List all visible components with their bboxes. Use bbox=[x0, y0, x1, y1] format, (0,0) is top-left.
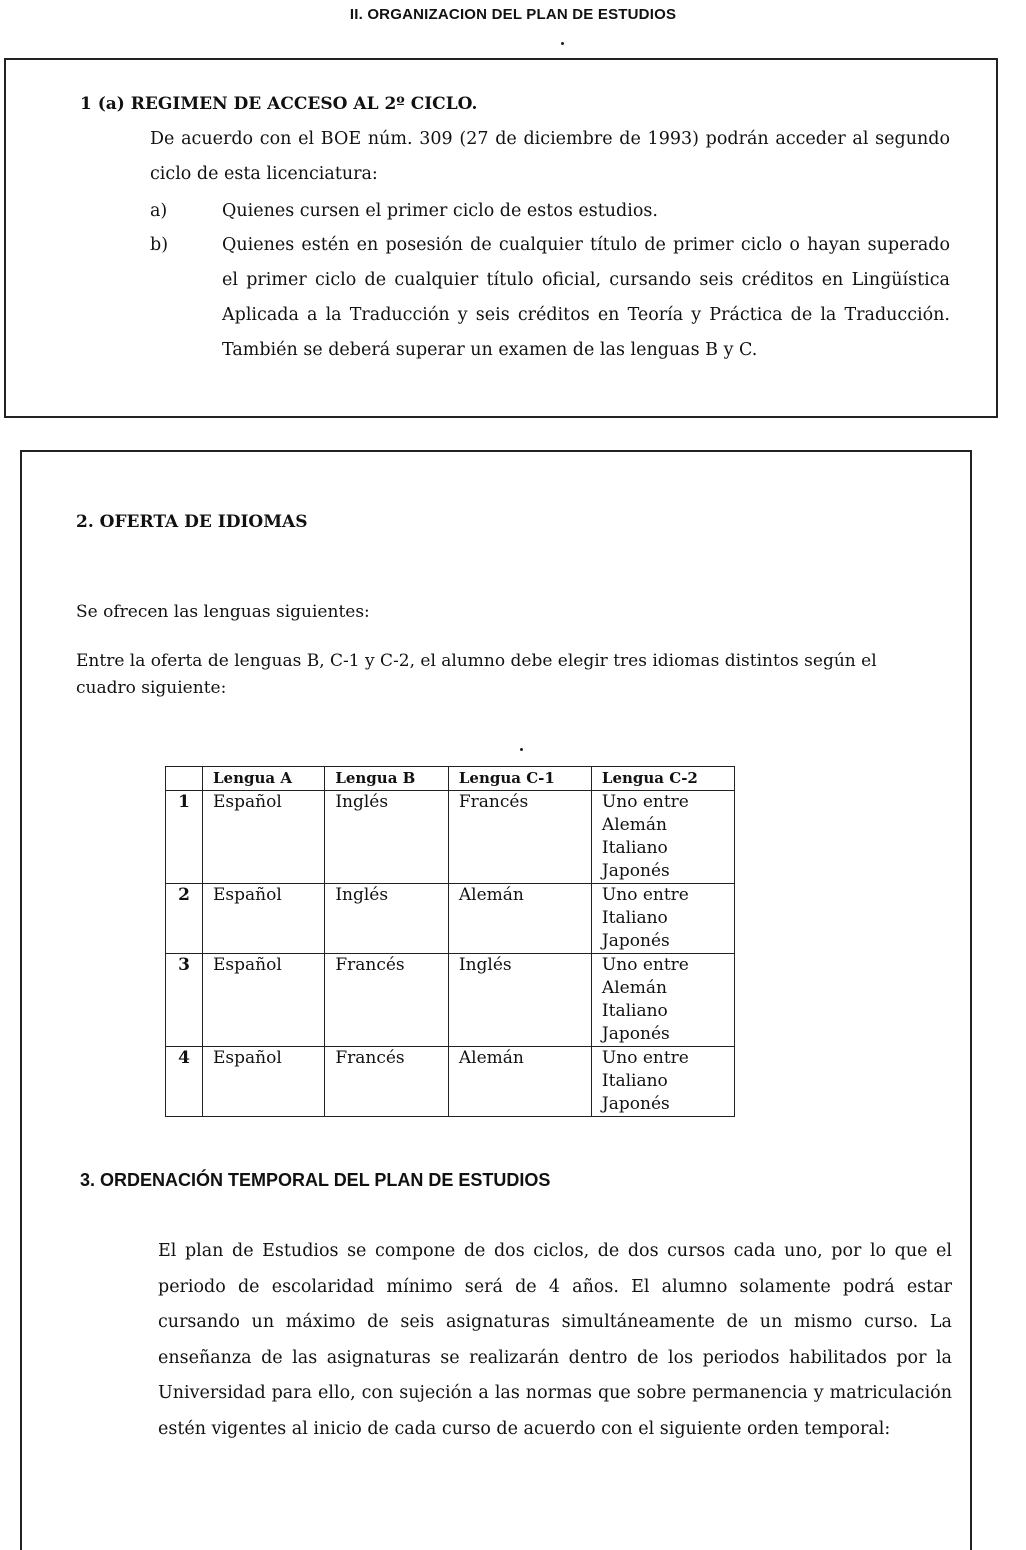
c2-option: Japonés bbox=[601, 931, 670, 951]
row-number: 4 bbox=[166, 1047, 203, 1117]
c2-option: Japonés bbox=[601, 861, 670, 881]
list-marker: b) bbox=[150, 235, 169, 255]
c2-option: Uno entre bbox=[601, 955, 689, 975]
row-number: 1 bbox=[166, 791, 203, 884]
cell-lengua-c1: Alemán bbox=[448, 884, 591, 954]
table-row bbox=[166, 884, 735, 954]
section-schedule-title: 3. ORDENACIÓN TEMPORAL DEL PLAN DE ESTUDIOS bbox=[80, 1170, 551, 1190]
languages-intro: Se ofrecen las lenguas siguientes: bbox=[76, 602, 370, 622]
table-row bbox=[166, 954, 735, 1047]
c2-option: Uno entre bbox=[601, 885, 689, 905]
section-schedule-body: El plan de Estudios se compone de dos ciclos, de dos cursos cada uno, por lo que el periodo de escolaridad mínimo será de 4 años. El alumno solamente podrá estar cursando un máximo de seis asignaturas simultáneamente de un mismo curso. La enseñanza de las asignaturas se realizarán dentro de los periodos habilitados por la Universidad para ello, con sujeción a las normas que sobre permanencia y matriculación estén vigentes al inicio de cada curso de acuerdo con el siguiente orden temporal: bbox=[158, 1241, 952, 1439]
cell-lengua-a: Español bbox=[203, 1047, 325, 1117]
cell-lengua-b: Inglés bbox=[325, 791, 449, 884]
table-row bbox=[166, 1047, 735, 1117]
c2-option: Alemán bbox=[601, 815, 667, 835]
scan-speck bbox=[520, 748, 523, 751]
c2-option: Alemán bbox=[601, 978, 667, 998]
cell-lengua-a: Español bbox=[203, 884, 325, 954]
cell-lengua-c1: Francés bbox=[448, 791, 591, 884]
list-item-text: Quienes estén en posesión de cualquier título de primer ciclo o hayan superado el primer ciclo de cualquier título oficial, cursando seis créditos en Lingüística Aplicada a la Traducción y seis créditos en Teoría y Práctica de la Traducción. También se deberá superar un examen de las lenguas B y C. bbox=[222, 235, 950, 360]
c2-option: Uno entre bbox=[601, 1048, 689, 1068]
section-languages-title: 2. OFERTA DE IDIOMAS bbox=[76, 512, 308, 532]
cell-lengua-c1: Alemán bbox=[448, 1047, 591, 1117]
cell-lengua-a: Español bbox=[203, 954, 325, 1047]
table-header-lengua-a: Lengua A bbox=[203, 767, 325, 791]
c2-option: Japonés bbox=[601, 1024, 670, 1044]
cell-lengua-c2 bbox=[591, 791, 734, 884]
table-header-num bbox=[166, 767, 203, 791]
table-row bbox=[166, 791, 735, 884]
list-item-text: Quienes cursen el primer ciclo de estos estudios. bbox=[222, 201, 658, 221]
page-header-title: II. ORGANIZACION DEL PLAN DE ESTUDIOS bbox=[349, 6, 677, 23]
cell-lengua-c2 bbox=[591, 954, 734, 1047]
cell-lengua-b: Francés bbox=[325, 1047, 449, 1117]
list-marker: a) bbox=[150, 201, 168, 221]
c2-option: Italiano bbox=[601, 1071, 668, 1091]
c2-option: Japonés bbox=[601, 1094, 670, 1114]
table-header-lengua-b: Lengua B bbox=[325, 767, 449, 791]
table-header-lengua-c1: Lengua C-1 bbox=[448, 767, 591, 791]
row-number: 2 bbox=[166, 884, 203, 954]
cell-lengua-b: Inglés bbox=[325, 884, 449, 954]
cell-lengua-b: Francés bbox=[325, 954, 449, 1047]
languages-instructions: Entre la oferta de lenguas B, C-1 y C-2, el alumno debe elegir tres idiomas distintos según el cuadro siguiente: bbox=[76, 651, 877, 698]
section-access-title: 1 (a) REGIMEN DE ACCESO AL 2º CICLO. bbox=[80, 94, 478, 114]
section-access-box bbox=[4, 58, 998, 418]
c2-option: Uno entre bbox=[601, 792, 689, 812]
cell-lengua-c1: Inglés bbox=[448, 954, 591, 1047]
cell-lengua-c2 bbox=[591, 1047, 734, 1117]
section-access-intro: De acuerdo con el BOE núm. 309 (27 de diciembre de 1993) podrán acceder al segundo ciclo de esta licenciatura: bbox=[150, 129, 950, 184]
cell-lengua-c2 bbox=[591, 884, 734, 954]
c2-option: Italiano bbox=[601, 838, 668, 858]
languages-table bbox=[165, 766, 735, 1117]
c2-option: Italiano bbox=[601, 1001, 668, 1021]
cell-lengua-a: Español bbox=[203, 791, 325, 884]
row-number: 3 bbox=[166, 954, 203, 1047]
table-header-lengua-c2: Lengua C-2 bbox=[591, 767, 734, 791]
section-languages-box bbox=[20, 450, 972, 1550]
c2-option: Italiano bbox=[601, 908, 668, 928]
table-header-row bbox=[166, 767, 735, 791]
scan-speck bbox=[561, 42, 564, 45]
